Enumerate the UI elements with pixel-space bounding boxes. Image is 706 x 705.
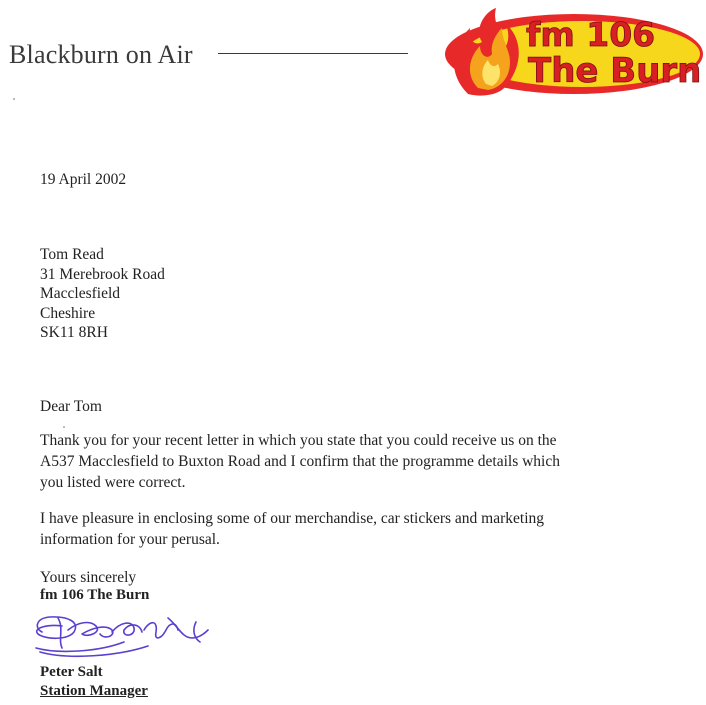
body-paragraph-2 xyxy=(40,509,544,551)
logo-text-line2: The Burn xyxy=(528,51,702,91)
address-line: Macclesfield xyxy=(40,285,121,302)
address-line: 31 Merebrook Road xyxy=(40,265,165,283)
address-line: Cheshire xyxy=(40,304,96,322)
recipient-address xyxy=(40,245,165,343)
paragraph-line: you listed were correct. xyxy=(40,474,186,491)
address-line: SK11 8RH xyxy=(40,324,108,341)
address-line: Tom Read xyxy=(40,246,104,263)
body-paragraph-1 xyxy=(40,431,560,494)
station-logo xyxy=(444,2,706,98)
logo-text-line1: fm 106 xyxy=(526,15,656,54)
scan-speck xyxy=(13,98,15,100)
paragraph-line: Thank you for your recent letter in which you state that you could receive us on the xyxy=(40,432,557,449)
letter-date: 19 April 2002 xyxy=(40,171,127,188)
scan-speck xyxy=(63,426,65,428)
signer-name: Peter Salt xyxy=(40,664,103,680)
salutation: Dear Tom xyxy=(40,398,102,415)
paragraph-line: I have pleasure in enclosing some of our merchandise, car stickers and marketing xyxy=(40,510,544,527)
paragraph-line: information for your perusal. xyxy=(40,531,220,548)
signer-title: Station Manager xyxy=(40,683,148,699)
letterhead-title: Blackburn on Air xyxy=(9,40,193,69)
handwritten-signature xyxy=(28,608,218,668)
letterhead-rule xyxy=(218,53,408,54)
closing: Yours sincerely xyxy=(40,569,137,586)
paragraph-line: A537 Macclesfield to Buxton Road and I confirm that the programme details which xyxy=(40,453,560,470)
company-name: fm 106 The Burn xyxy=(40,587,150,603)
